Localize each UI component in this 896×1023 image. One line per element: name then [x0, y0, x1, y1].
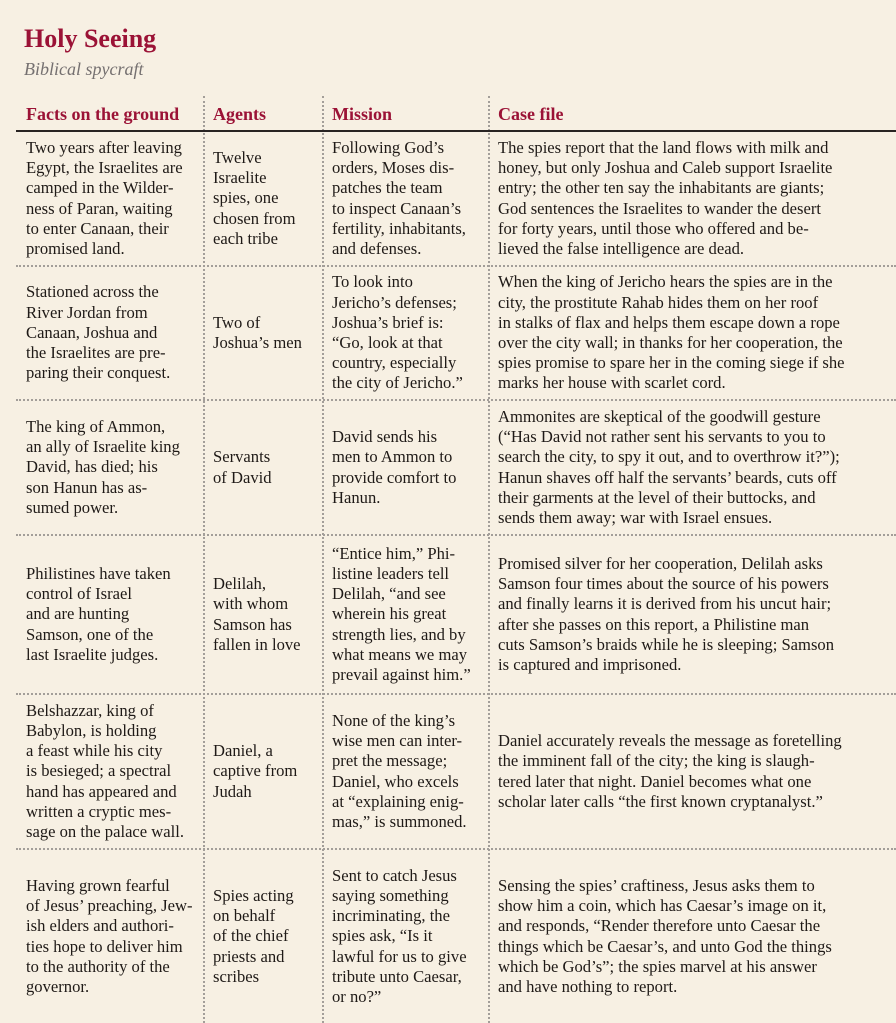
column-header-agents: Agents: [213, 104, 266, 124]
case-file-text: Ammonites are skeptical of the goodwill gesture (“Has David not rather sent his servants to you to search the city, to spy it out, and to overthrow it?”); Hanun shaves off half the servants’ beards, cuts off their garments at the level of their buttocks, and sends them away; war with Israel ensues.: [498, 406, 840, 527]
mission-text: “Entice him,” Phi- listine leaders tell Delilah, “and see wherein his great strength lies, and by what means we may prevail against him.”: [332, 543, 471, 684]
table-row: [16, 536, 896, 695]
page-subtitle: Biblical spycraft: [24, 59, 144, 79]
facts-text: Belshazzar, king of Babylon, is holding a feast while his city is besieged; a spectral hand has appeared and written a cryptic mes- sage on the palace wall.: [26, 700, 185, 841]
facts-text: The king of Ammon, an ally of Israelite king David, has died; his son Hanun has as- sumed power.: [26, 416, 180, 517]
case-file-cell: [498, 536, 890, 693]
case-file-cell: [498, 267, 890, 399]
mission-cell: [332, 132, 488, 265]
case-file-cell: [498, 132, 890, 265]
facts-cell: [26, 536, 208, 693]
agents-text: Servants of David: [213, 447, 272, 487]
table-row: [16, 132, 896, 267]
agents-cell: [213, 850, 322, 1023]
column-header-case-file: Case file: [498, 104, 564, 124]
agents-cell: [213, 132, 322, 265]
mission-cell: [332, 536, 488, 693]
column-header-mission: Mission: [332, 104, 393, 124]
case-file-text: When the king of Jericho hears the spies are in the city, the prostitute Rahab hides them on her roof in stalks of flax and helps them escape down a rope over the city wall; in thanks for her cooperation, the spies promise to spare her in the coming siege if she marks her house with scarlet cord.: [498, 272, 845, 393]
mission-cell: [332, 695, 488, 848]
facts-cell: [26, 267, 208, 399]
case-file-text: Daniel accurately reveals the message as foretelling the imminent fall of the city; the king is slaugh- tered later that night. Daniel becomes what one scholar later calls “the first known cryptanalyst.”: [498, 731, 842, 811]
mission-text: Following God’s orders, Moses dis- patches the team to inspect Canaan’s fertility, inhabitants, and defenses.: [332, 137, 466, 258]
table-row: [16, 401, 896, 536]
mission-text: Sent to catch Jesus saying something incriminating, the spies ask, “Is it lawful for us to give tribute unto Caesar, or no?”: [332, 865, 467, 1006]
mission-cell: [332, 401, 488, 534]
case-file-cell: [498, 401, 890, 534]
table-row: [16, 695, 896, 850]
table-header: [16, 96, 896, 132]
spycraft-table: [16, 96, 896, 1023]
facts-text: Philistines have taken control of Israel and are hunting Samson, one of the last Israelite judges.: [26, 563, 171, 664]
case-file-cell: [498, 850, 890, 1023]
facts-cell: [26, 132, 208, 265]
mission-text: David sends his men to Ammon to provide comfort to Hanun.: [332, 427, 457, 507]
agents-text: Twelve Israelite spies, one chosen from each tribe: [213, 147, 296, 248]
case-file-text: Promised silver for her cooperation, Delilah asks Samson four times about the source of his powers and finally learns it is derived from his uncut hair; after she passes on this report, a Philistine man cuts Samson’s braids while he is sleeping; Samson is captured and imprisoned.: [498, 553, 834, 674]
column-header-facts: Facts on the ground: [26, 104, 180, 124]
facts-text: Two years after leaving Egypt, the Israelites are camped in the Wilder- ness of Paran, waiting to enter Canaan, their promised land.: [26, 137, 183, 258]
agents-cell: [213, 401, 322, 534]
facts-cell: [26, 401, 208, 534]
case-file-text: The spies report that the land flows with milk and honey, but only Joshua and Caleb support Israelite entry; the other ten say the inhabitants are giants; God sentences the Israelites to wander the desert for forty years, until those who offered and be- lieved the false intelligence are dead.: [498, 137, 833, 258]
agents-cell: [213, 536, 322, 693]
facts-cell: [26, 695, 208, 848]
page-title: Holy Seeing: [24, 24, 157, 53]
mission-cell: [332, 850, 488, 1023]
case-file-cell: [498, 695, 890, 848]
mission-cell: [332, 267, 488, 399]
facts-text: Stationed across the River Jordan from Canaan, Joshua and the Israelites are pre- paring their conquest.: [26, 282, 171, 383]
agents-cell: [213, 695, 322, 848]
case-file-text: Sensing the spies’ craftiness, Jesus asks them to show him a coin, which has Caesar’s image on it, and responds, “Render therefore unto Caesar the things which be Caesar’s, and unto God the things which be God’s”; the spies marvel at his answer and have nothing to report.: [498, 875, 832, 996]
table-row: [16, 850, 896, 1023]
agents-cell: [213, 267, 322, 399]
facts-cell: [26, 850, 208, 1023]
table-row: [16, 267, 896, 401]
agents-text: Delilah, with whom Samson has fallen in love: [213, 574, 301, 654]
facts-text: Having grown fearful of Jesus’ preaching, Jew- ish elders and authori- ties hope to deliver him to the authority of the governor.: [26, 875, 193, 996]
agents-text: Two of Joshua’s men: [213, 312, 302, 352]
mission-text: To look into Jericho’s defenses; Joshua’s brief is: “Go, look at that country, especially the city of Jericho.”: [332, 272, 463, 393]
agents-text: Spies acting on behalf of the chief priests and scribes: [213, 885, 294, 986]
agents-text: Daniel, a captive from Judah: [213, 741, 298, 801]
mission-text: None of the king’s wise men can inter- pret the message; Daniel, who excels at “explaining enig- mas,” is summoned.: [332, 710, 467, 831]
